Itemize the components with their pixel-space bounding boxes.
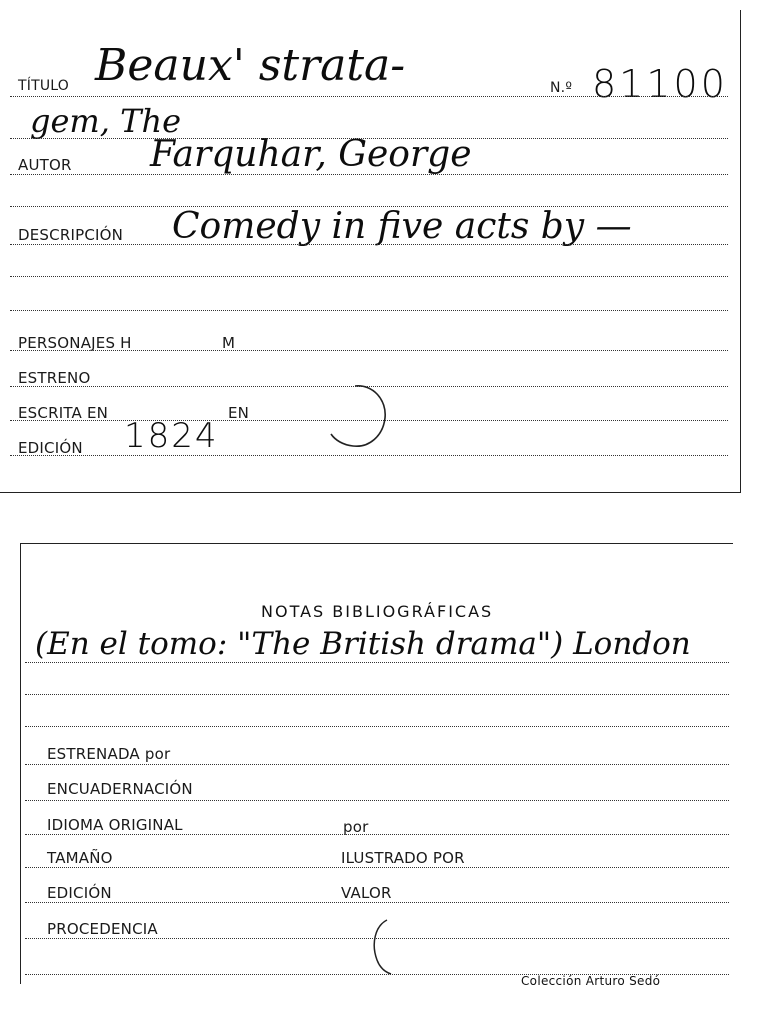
rule-blank-3 [10,310,728,311]
rule-personajes [10,350,728,351]
label-titulo: TÍTULO [18,78,69,94]
catalog-card-front [0,10,741,493]
label-por: por [343,818,369,836]
label-ilustrado-por: ILUSTRADO POR [341,849,465,867]
label-encuadernacion: ENCUADERNACIÓN [47,780,193,798]
label-numero: N.º [550,80,573,96]
value-autor: Farquhar, George [150,134,472,175]
label-tamano: TAMAÑO [47,849,113,867]
label-procedencia: PROCEDENCIA [47,920,158,938]
rule-blank-2 [10,276,728,277]
label-edicion-back: EDICIÓN [47,884,112,902]
rule-descripcion [10,244,728,245]
label-escrita-en: ESCRITA EN [18,404,109,422]
label-valor: VALOR [341,884,392,902]
value-titulo: Beaux' strata- [95,40,406,91]
value-notas: (En el tomo: "The British drama") London [35,626,691,662]
label-idioma-original: IDIOMA ORIGINAL [47,816,183,834]
rule-notas-3 [25,726,729,727]
value-numero: 81100 [592,62,728,106]
punch-hole-mark [325,382,395,454]
rule-edicion [10,455,728,456]
rule-edicion-back [25,902,729,903]
heading-notas-bibliograficas: NOTAS BIBLIOGRÁFICAS [261,602,494,621]
rule-tamano [25,867,729,868]
rule-notas-2 [25,694,729,695]
collection-credit: Colección Arturo Sedó [521,974,661,988]
value-titulo-cont: gem, The [30,102,181,140]
catalog-card-back [20,543,733,984]
rule-titulo [10,96,728,97]
rule-autor [10,174,728,175]
rule-encuadernacion [25,800,729,801]
label-estreno: ESTRENO [18,369,91,387]
label-personajes-m: M [222,334,236,352]
label-en: EN [228,404,250,422]
value-descripcion: Comedy in five acts by — [172,206,632,247]
rule-idioma [25,834,729,835]
punch-hole-mark-back [367,916,407,976]
label-autor: AUTOR [18,156,72,174]
value-edicion: 1824 [124,416,219,456]
label-estrenada-por: ESTRENADA por [47,745,171,763]
rule-estrenada [25,764,729,765]
label-personajes-h: PERSONAJES H [18,334,132,352]
rule-notas-1 [25,662,729,663]
label-edicion: EDICIÓN [18,439,83,457]
label-descripcion: DESCRIPCIÓN [18,226,124,244]
